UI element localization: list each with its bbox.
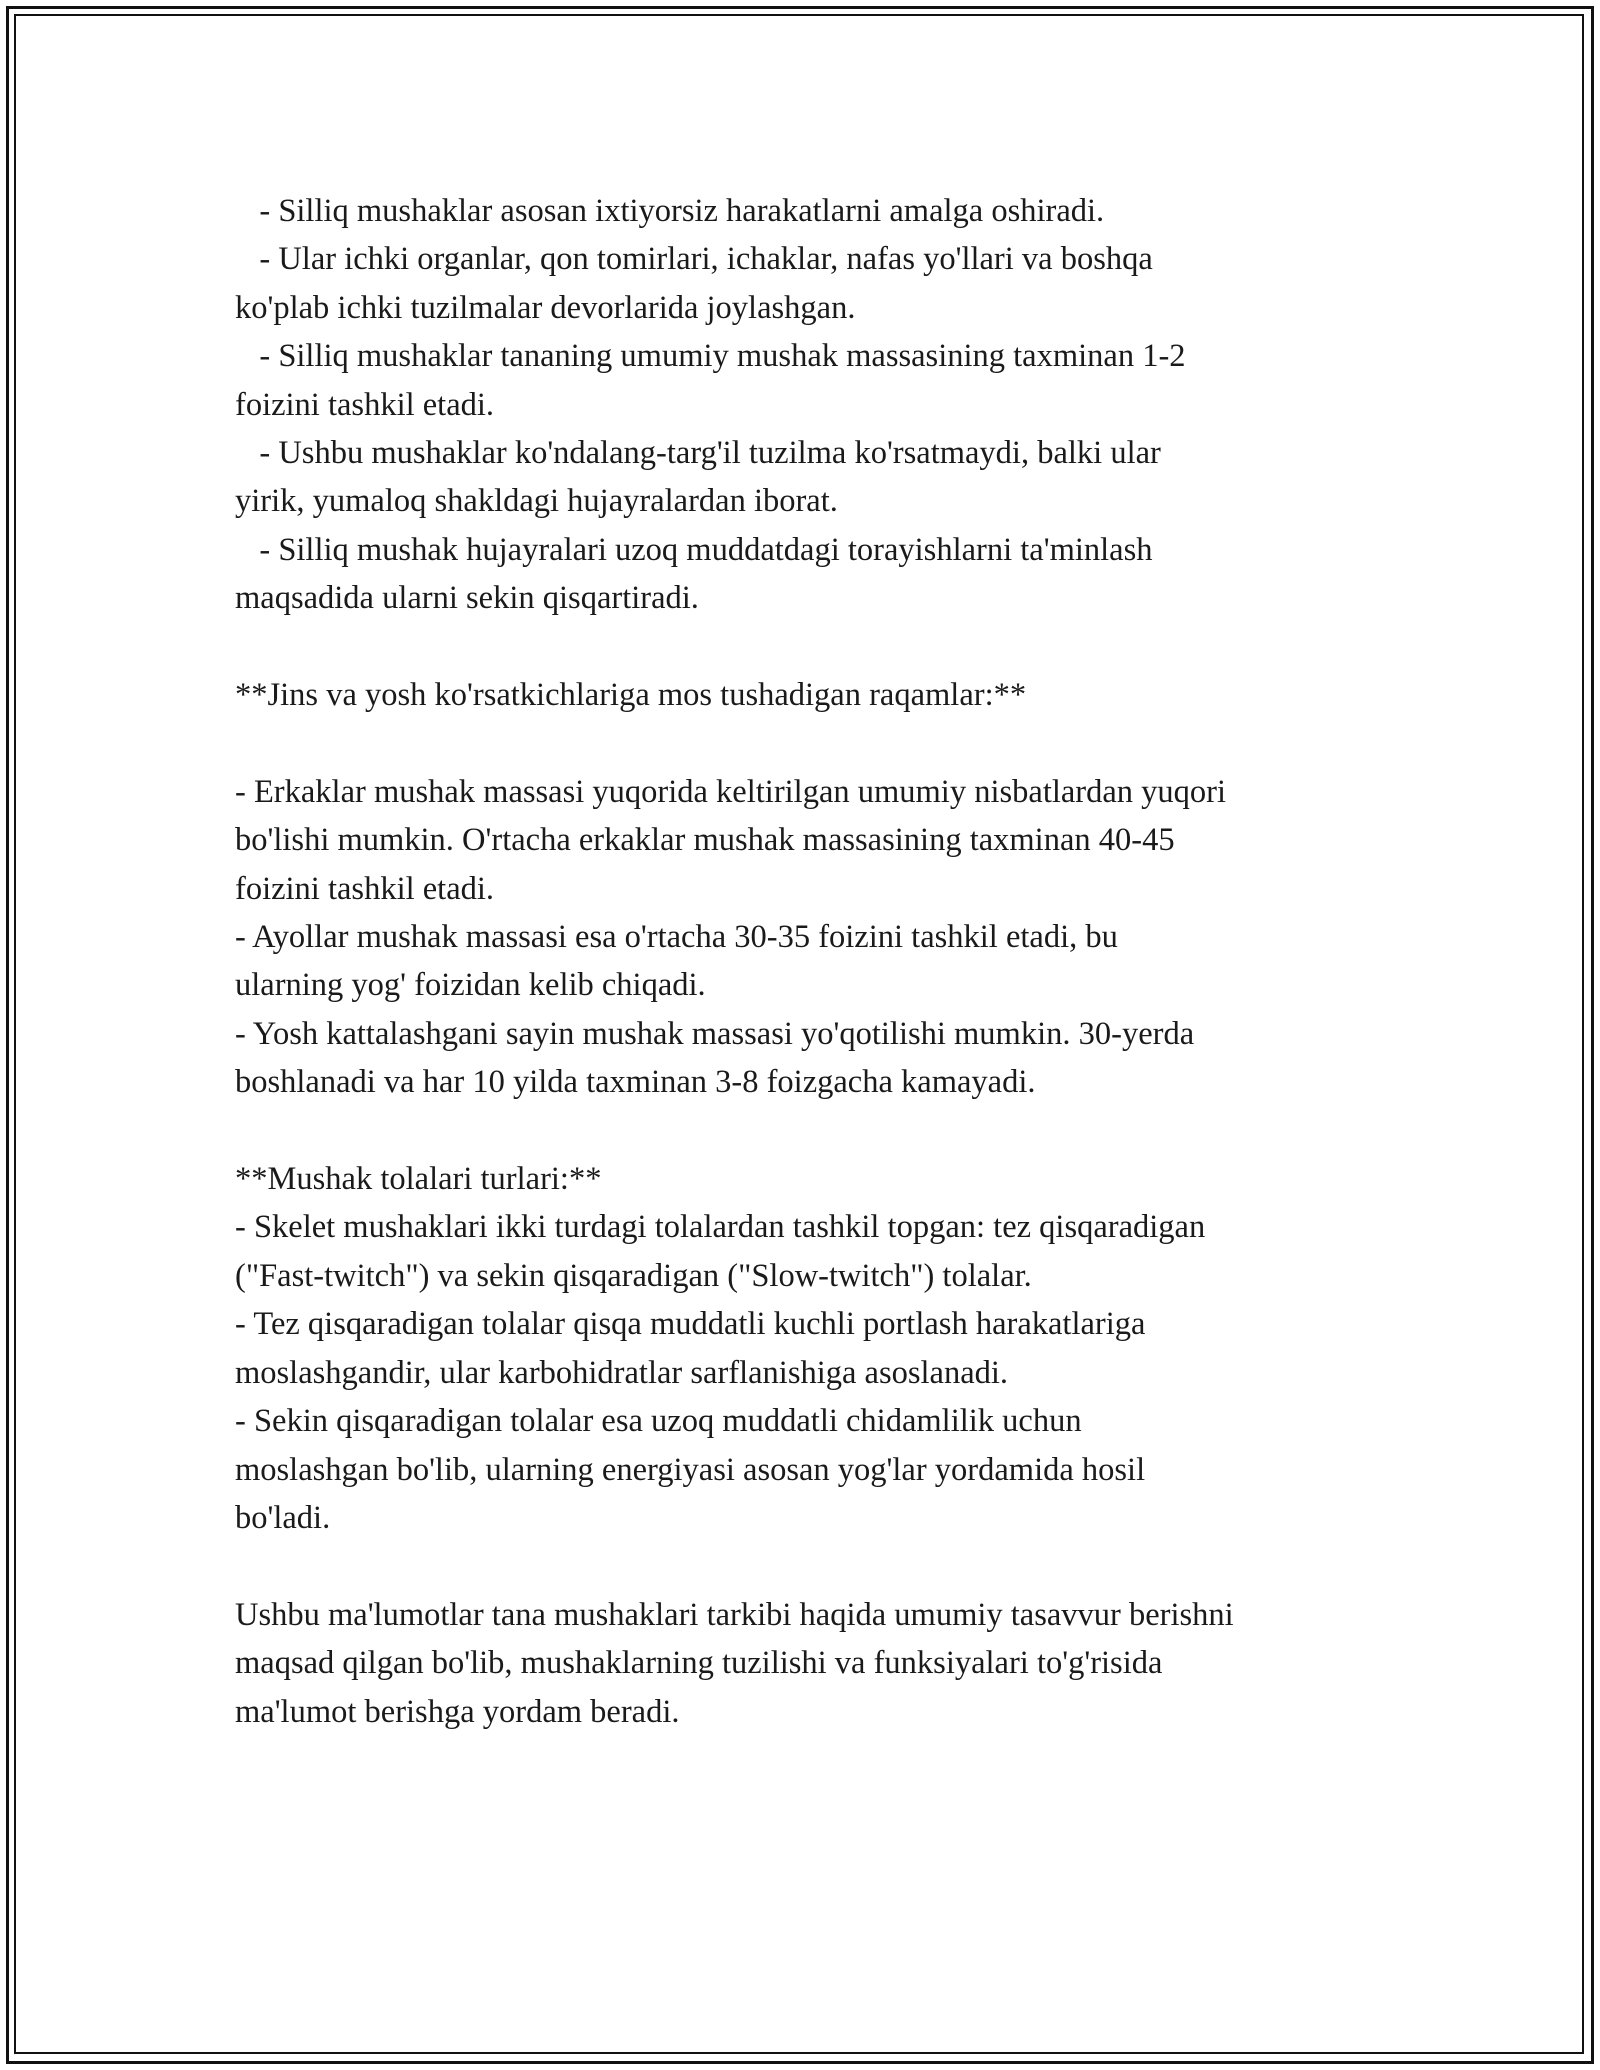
text-line: - Tez qisqaradigan tolalar qisqa muddatli kuchli portlash harakatlariga: [235, 1306, 1146, 1343]
text-line: **Jins va yosh ko'rsatkichlariga mos tushadigan raqamlar:**: [235, 677, 1027, 714]
blank-line: [235, 1107, 1415, 1155]
text-line: foizini tashkil etadi.: [235, 386, 495, 423]
text-line: - Silliq mushaklar asosan ixtiyorsiz harakatlarni amalga oshiradi.: [235, 193, 1105, 229]
text-line: foizini tashkil etadi.: [235, 870, 495, 907]
text-line: ko'plab ichki tuzilmalar devorlarida joylashgan.: [235, 289, 856, 326]
text-line: - Erkaklar mushak massasi yuqorida keltirilgan umumiy nisbatlardan yuqori: [235, 773, 1227, 810]
text-line: yirik, yumaloq shakldagi hujayralardan iborat.: [235, 483, 838, 520]
text-line: bo'lishi mumkin. O'rtacha erkaklar mushak massasining taxminan 40-45: [235, 822, 1175, 859]
text-line: - Silliq mushak hujayralari uzoq muddatdagi torayishlarni ta'minlash: [235, 531, 1153, 568]
blank-line: [235, 623, 1415, 671]
text-line: - Ular ichki organlar, qon tomirlari, ichaklar, nafas yo'llari va boshqa: [235, 241, 1153, 278]
text-line: moslashgan bo'lib, ularning energiyasi asosan yog'lar yordamida hosil: [235, 1451, 1146, 1488]
text-line: - Ushbu mushaklar ko'ndalang-targ'il tuzilma ko'rsatmaydi, balki ular: [235, 435, 1161, 472]
text-line: maqsadida ularni sekin qisqartiradi.: [235, 580, 699, 617]
text-line: - Silliq mushaklar tananing umumiy mushak massasining taxminan 1-2: [235, 338, 1186, 375]
document-body: [235, 187, 1415, 1736]
text-line: bo'ladi.: [235, 1499, 331, 1536]
text-line: Ushbu ma'lumotlar tana mushaklari tarkibi haqida umumiy tasavvur berishni: [235, 1596, 1234, 1633]
text-line: ularning yog' foizidan kelib chiqadi.: [235, 967, 706, 1004]
blank-line: [235, 1542, 1415, 1590]
text-line: - Ayollar mushak massasi esa o'rtacha 30-35 foizini tashkil etadi, bu: [235, 919, 1118, 956]
blank-line: [235, 719, 1415, 767]
text-line: maqsad qilgan bo'lib, mushaklarning tuzilishi va funksiyalari to'g'risida: [235, 1645, 1163, 1682]
text-line: ("Fast-twitch") va sekin qisqaradigan ("Slow-twitch") tolalar.: [235, 1257, 1032, 1294]
text-line: - Sekin qisqaradigan tolalar esa uzoq muddatli chidamlilik uchun: [235, 1403, 1082, 1440]
text-line: - Yosh kattalashgani sayin mushak massasi yo'qotilishi mumkin. 30-yerda: [235, 1015, 1195, 1052]
text-line: **Mushak tolalari turlari:**: [235, 1161, 602, 1198]
text-line: moslashgandir, ular karbohidratlar sarflanishiga asoslanadi.: [235, 1354, 1009, 1391]
text-line: ma'lumot berishga yordam beradi.: [235, 1693, 680, 1730]
text-line: - Skelet mushaklari ikki turdagi tolalardan tashkil topgan: tez qisqaradigan: [235, 1209, 1206, 1246]
text-line: boshlanadi va har 10 yilda taxminan 3-8 foizgacha kamayadi.: [235, 1064, 1036, 1101]
